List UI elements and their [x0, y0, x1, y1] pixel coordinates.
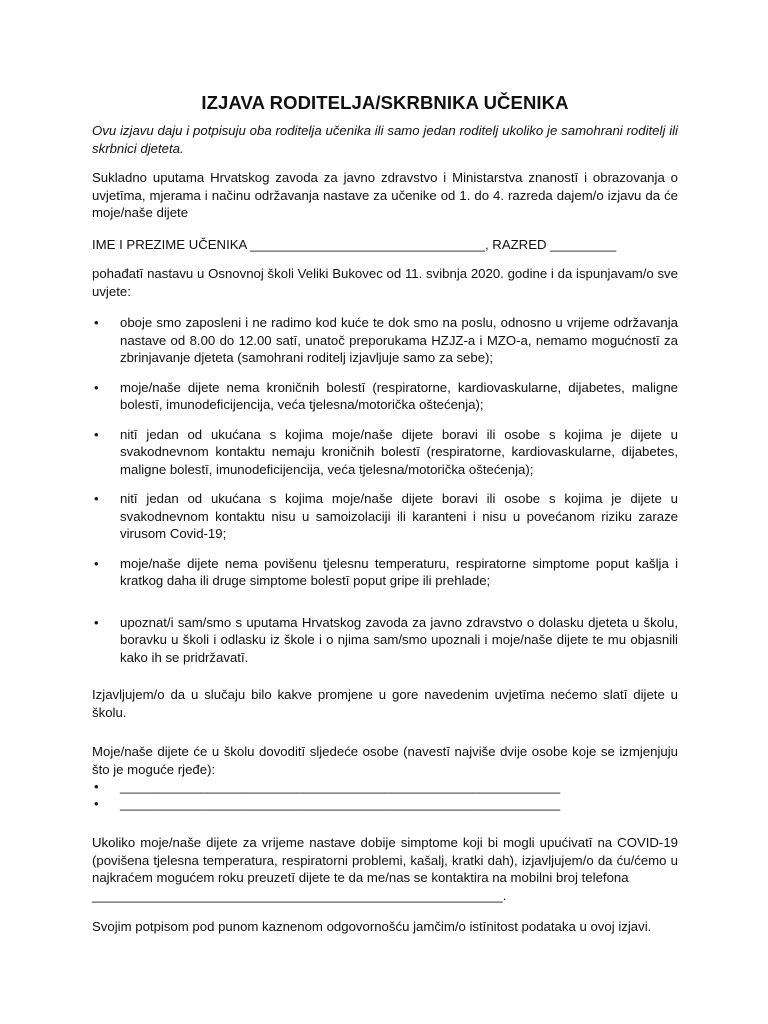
bullet-icon: •: [94, 614, 99, 630]
paragraph-attendance: pohađatī nastavu u Osnovnoj školi Veliki Bukovec od 11. svibnja 2020. godine i da ispunjavam/o sve uvjete:: [92, 266, 678, 299]
escort-person-line: [92, 795, 678, 812]
phone-number-line: ________________________________________________________.: [92, 887, 507, 903]
bullet-icon: •: [94, 555, 99, 571]
paragraph-signature-statement: Svojim potpisom pod punom kaznenom odgovornošću jamčim/o istīnitost podataka u ovoj izjavi.: [92, 919, 652, 934]
bullet-icon: •: [94, 796, 99, 811]
condition-item: [92, 555, 678, 590]
paragraph-escorts: Moje/naše dijete će u školu dovoditī sljedeće osobe (navestī najviše dvije osobe koje se izmjenjuju što je moguće rjeđe):: [92, 744, 678, 777]
condition-text: upoznat/i sam/smo s uputama Hrvatskog zavoda za javno zdravstvo o dolasku djeteta u školu, boravku u školi i odlasku iz škole i o njima sam/smo upoznali i moje/naše dijete te mu objasnili kako ih se pridržavatī.: [120, 614, 678, 665]
condition-item: [92, 379, 678, 414]
condition-text: nitī jedan od ukućana s kojima moje/naše dijete boravi ili osobe s kojima je dijete u svakodnevnom kontaktu nisu u samoizolaciji ili karanteni i nisu u povećanom riziku zaraze virusom Covid-19;: [120, 491, 678, 541]
escort-person-blank: ____________________________________________________________: [120, 779, 561, 794]
student-name-class-line: IME I PREZIME UČENIKA ________________________________, RAZRED _________: [92, 236, 617, 252]
condition-item: [92, 614, 678, 667]
bullet-icon: •: [94, 426, 99, 442]
condition-text: moje/naše dijete nema povišenu tjelesnu temperaturu, respiratorne simptome poput kašlja i kratkog daha ili druge simptome bolestī poput gripe ili prehlade;: [120, 555, 678, 588]
condition-item: [92, 490, 678, 543]
condition-item: [92, 314, 678, 367]
conditions-list: [92, 314, 678, 666]
bullet-icon: •: [94, 315, 99, 330]
condition-text: oboje smo zaposleni i ne radimo kod kuće te dok smo na poslu, odnosno u vrijeme održavanja nastave od 8.00 do 12.00 satī, unatoč preporukama HZJZ-a i MZO-a, nemamo mogućnostī za zbrinjavanje djeteta (samohrani roditelj izjavljuje samo za sebe);: [120, 315, 678, 365]
bullet-icon: •: [94, 779, 99, 794]
escort-person-blank: ____________________________________________________________: [120, 796, 561, 811]
paragraph-instructions: Sukladno uputama Hrvatskog zavoda za javno zdravstvo i Ministarstva znanostī i obrazovanja o uvjetīma, mjerama i načinu održavanja nastave za učenike od 1. do 4. razreda dajem/o izjavu da će moje/naše dijete: [92, 170, 678, 220]
bullet-icon: •: [94, 379, 99, 395]
escort-persons-list: [92, 778, 678, 812]
bullet-icon: •: [94, 491, 99, 506]
document-title: IZJAVA RODITELJA/SKRBNIKA UČENIKA: [201, 92, 569, 113]
document-page: [92, 84, 678, 950]
condition-text: nitī jedan od ukućana s kojima moje/naše dijete boravi ili osobe s kojima je dijete u svakodnevnom kontaktu nemaju kroničnih bolestī (respiratorne, kardiovaskularne, dijabetes, maligne bolestī, imunodeficijencija, veća tjelesna/motorička oštećenja);: [120, 426, 678, 477]
condition-item: [92, 426, 678, 479]
escort-person-line: [92, 778, 678, 795]
paragraph-symptoms: Ukoliko moje/naše dijete za vrijeme nastave dobije simptome koji bi mogli upućivatī na COVID-19 (povišena tjelesna temperatura, respiratorni problemi, kašalj, kratki dah), izjavljujem/o da ću/ćemo u najkraćem mogućem roku preuzetī dijete te da me/nas se kontaktira na mobilni broj telefona: [92, 835, 678, 885]
intro-note: Ovu izjavu daju i potpisuju oba roditelja učenika ili samo jedan roditelj ukoliko je samohrani roditelj ili skrbnici djeteta.: [92, 123, 678, 156]
condition-text: moje/naše dijete nema kroničnih bolestī (respiratorne, kardiovaskularne, dijabetes, maligne bolestī, imunodeficijencija, veća tjelesna/motorička oštećenja);: [120, 379, 678, 412]
paragraph-changes: Izjavljujem/o da u slučaju bilo kakve promjene u gore navedenim uvjetīma nećemo slatī dijete u školu.: [92, 687, 678, 720]
